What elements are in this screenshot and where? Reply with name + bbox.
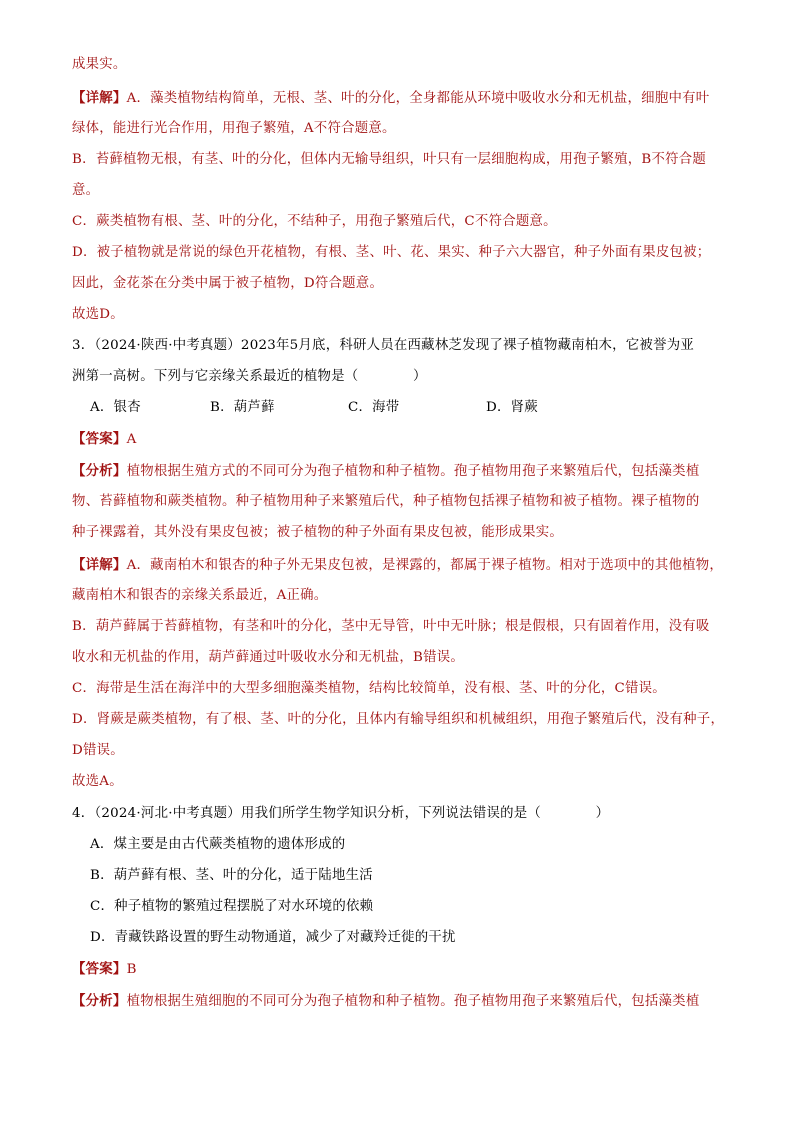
option-a: A．银杏: [90, 400, 141, 415]
option-d: D．青藏铁路设置的野生动物通道，减少了对藏羚迁徙的干扰: [90, 930, 456, 945]
question-3-stem: 3．（2024·陕西·中考真题）2023年5月底，科研人员在西藏林芝发现了裸子植物藏南柏木，它被誉为亚: [72, 338, 694, 353]
text-line: 物、苔藓植物和蕨类植物。种子植物用种子来繁殖后代，种子植物包括裸子植物和被子植物。裸子植物的: [72, 494, 700, 509]
question-3-options: [90, 399, 538, 417]
option-b: B．葫芦藓有根、茎、叶的分化，适于陆地生活: [90, 868, 373, 883]
text-line: C．海带是生活在海洋中的大型多细胞藻类植物，结构比较简单，没有根、茎、叶的分化，C错误。: [72, 681, 666, 696]
detail-tag: 【详解】: [72, 90, 127, 106]
answer-line: [72, 960, 137, 979]
choice-line: 故选D。: [72, 307, 124, 322]
option-b: B．葫芦藓: [210, 400, 275, 415]
text-line: 因此，金花茶在分类中属于被子植物，D符合题意。: [72, 276, 384, 291]
answer-tag: 【答案】: [72, 431, 127, 447]
detail-tag: 【详解】: [72, 557, 127, 573]
answer-value: B: [126, 962, 137, 977]
answer-line: [72, 430, 136, 449]
analysis-paragraph: [72, 992, 699, 1011]
text-line: 收水和无机盐的作用，葫芦藓通过叶吸收水分和无机盐，B错误。: [72, 650, 465, 665]
text-line: D错误。: [72, 743, 124, 758]
text-line: 藏南柏木和银杏的亲缘关系最近，A正确。: [72, 588, 328, 603]
answer-tag: 【答案】: [72, 961, 127, 977]
text-line: 成果实。: [72, 57, 127, 72]
option-a: A．煤主要是由古代蕨类植物的遗体形成的: [90, 837, 346, 852]
text-line: A．藻类植物结构简单，无根、茎、叶的分化，全身都能从环境中吸收水分和无机盐，细胞中有叶: [126, 91, 710, 106]
text-line: B．葫芦藓属于苔藓植物，有茎和叶的分化，茎中无导管，叶中无叶脉；根是假根，只有固着作用，没有吸: [72, 619, 710, 634]
question-4-stem: 4．（2024·河北·中考真题）用我们所学生物学知识分析，下列说法错误的是（ ）: [72, 806, 610, 821]
text-line: C．蕨类植物有根、茎、叶的分化，不结种子，用孢子繁殖后代，C不符合题意。: [72, 214, 557, 229]
text-line: 种子裸露着，其外没有果皮包被；被子植物的种子外面有果皮包被，能形成果实。: [72, 525, 564, 540]
question-3-stem: 洲第一高树。下列与它亲缘关系最近的植物是（ ）: [72, 369, 427, 384]
detail-paragraph: [72, 89, 709, 108]
text-line: 意。: [72, 183, 100, 198]
detail-paragraph: [72, 556, 723, 575]
text-line: D．被子植物就是常说的绿色开花植物，有根、茎、叶、花、果实、种子六大器官，种子外面有果皮包被；: [72, 245, 711, 260]
analysis-tag: 【分析】: [72, 463, 127, 479]
answer-value: A: [126, 432, 137, 447]
option-c: C．海带: [348, 400, 400, 415]
analysis-paragraph: [72, 462, 699, 481]
text-line: A．藏南柏木和银杏的种子外无果皮包被，是裸露的，都属于裸子植物。相对于选项中的其他植物，: [126, 558, 724, 573]
text-line: 植物根据生殖方式的不同可分为孢子植物和种子植物。孢子植物用孢子来繁殖后代，包括藻类植: [126, 464, 700, 479]
text-line: B．苔藓植物无根，有茎、叶的分化，但体内无输导组织，叶只有一层细胞构成，用孢子繁殖，B不符合题: [72, 152, 707, 167]
option-d: D．肾蕨: [486, 400, 538, 415]
choice-line: 故选A。: [72, 774, 123, 789]
analysis-tag: 【分析】: [72, 993, 127, 1009]
text-line: 植物根据生殖细胞的不同可分为孢子植物和种子植物。孢子植物用孢子来繁殖后代，包括藻类植: [126, 994, 700, 1009]
option-c: C．种子植物的繁殖过程摆脱了对水环境的依赖: [90, 899, 374, 914]
text-line: D．肾蕨是蕨类植物，有了根、茎、叶的分化，且体内有输导组织和机械组织，用孢子繁殖后代，没有种子，: [72, 712, 725, 727]
text-line: 绿体，能进行光合作用，用孢子繁殖，A不符合题意。: [72, 121, 396, 136]
